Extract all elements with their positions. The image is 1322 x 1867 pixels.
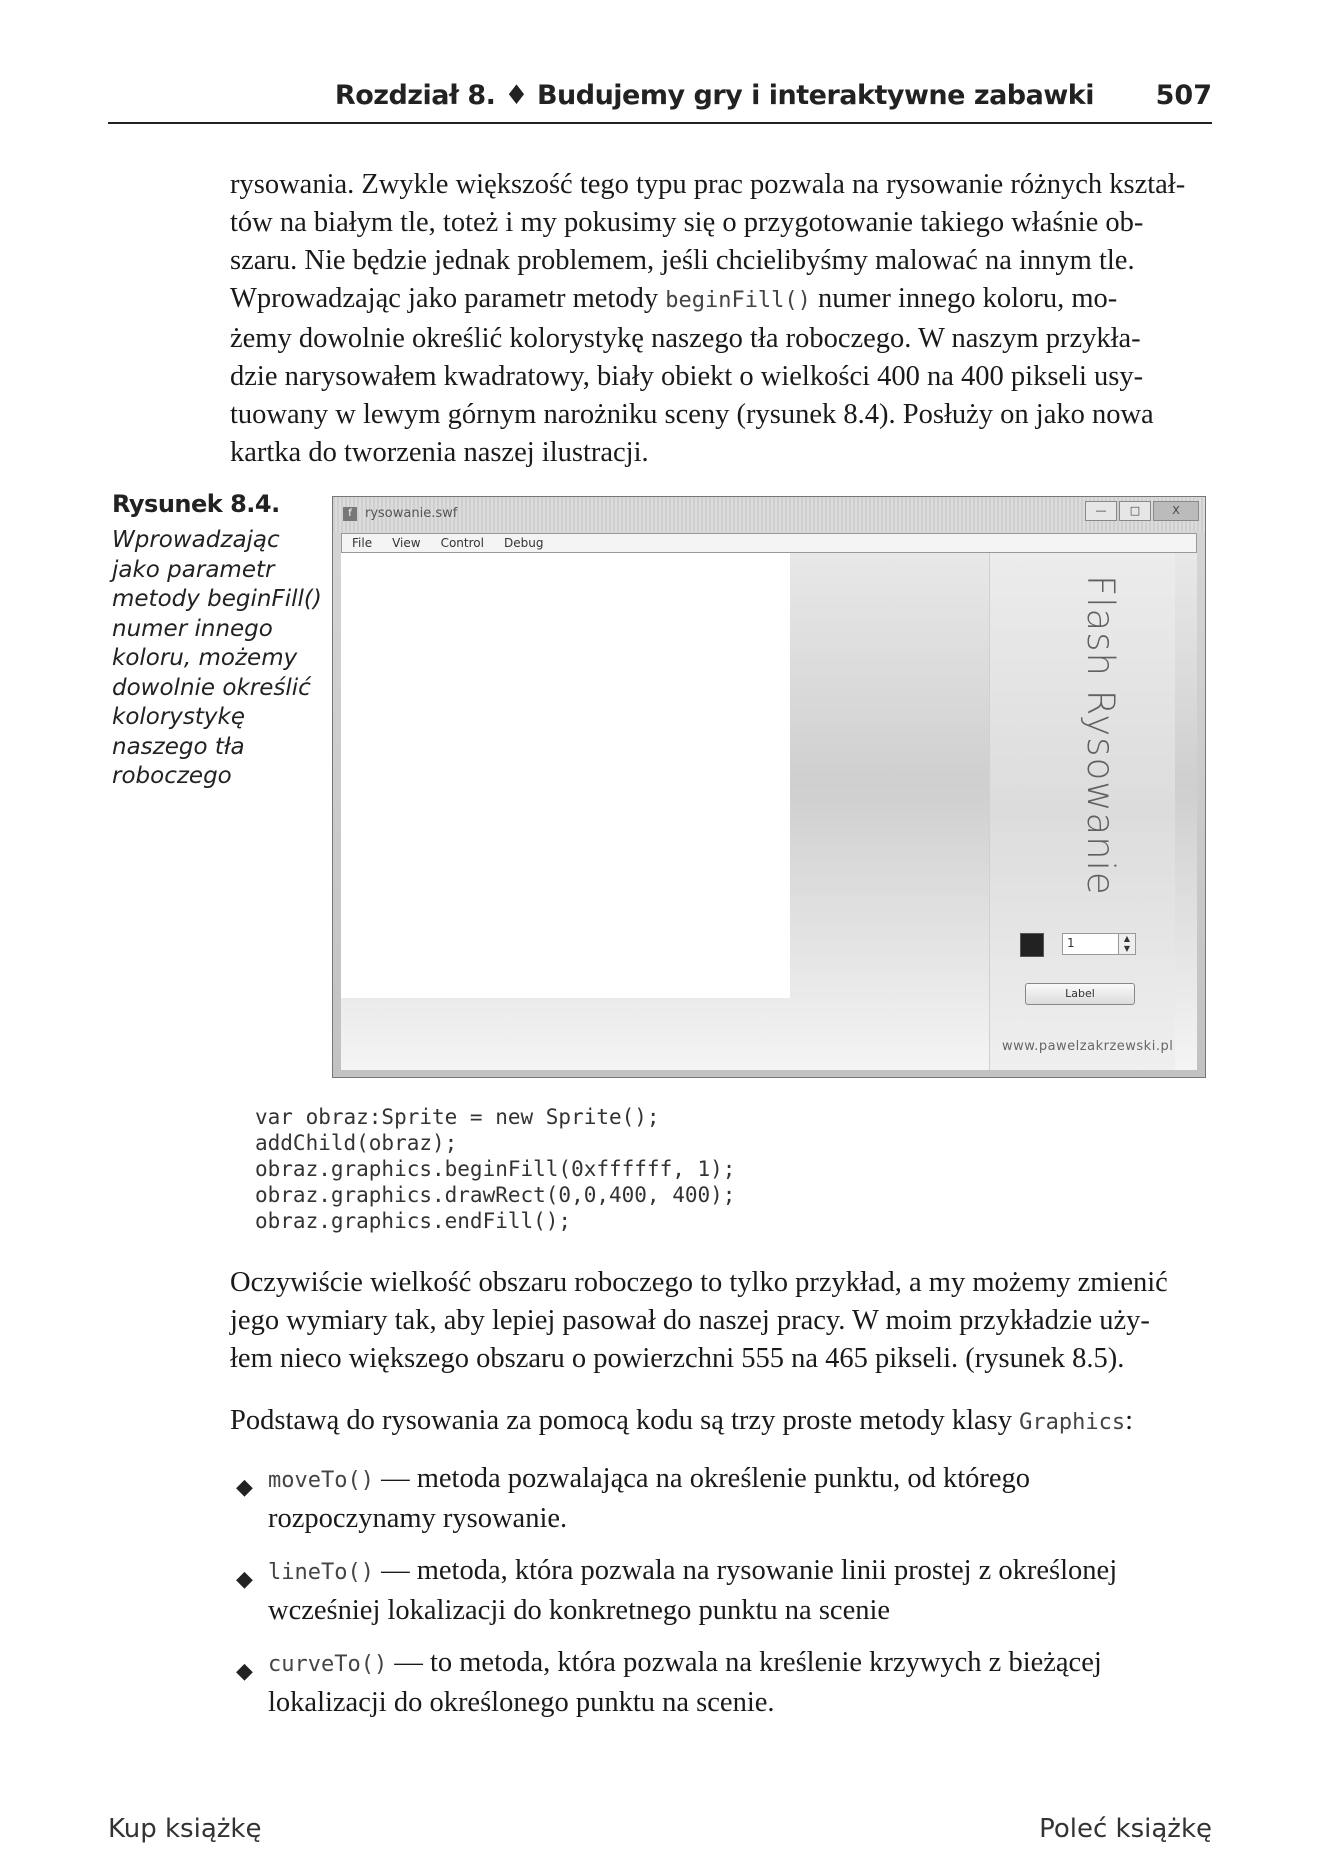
diamond-bullet-icon: ◆ [236, 1658, 253, 1683]
diamond-bullet-icon: ◆ [236, 1566, 253, 1591]
caption-line: jako parametr [112, 556, 275, 583]
intro-line: szaru. Nie będzie jednak problemem, jeśli chcielibyśmy malować na innym tle. [230, 245, 1135, 276]
menu-bar [341, 533, 1197, 553]
code-line: obraz.graphics.endFill(); [255, 1209, 572, 1233]
code-line: addChild(obraz); [255, 1131, 458, 1155]
window-controls [1085, 501, 1199, 521]
menu-file[interactable]: File [352, 536, 373, 550]
paragraph-line: Oczywiście wielkość obszaru roboczego to tylko przykład, a my możemy zmienić [230, 1267, 1168, 1298]
inline-code: lineTo() [268, 1560, 374, 1585]
page-number: 507 [1155, 80, 1212, 111]
caption-line: koloru, możemy [112, 645, 298, 671]
inline-code: curveTo() [268, 1652, 388, 1677]
app-title-vertical: Flash Rysowanie [1079, 575, 1122, 896]
inline-code: beginFill() [665, 288, 811, 313]
label-button[interactable]: Label [1025, 983, 1135, 1005]
flash-stage [341, 553, 1197, 1070]
menu-control[interactable]: Control [440, 536, 484, 550]
figure-caption [112, 526, 322, 792]
menu-view[interactable]: View [392, 536, 421, 550]
caption-line: dowolnie określić [112, 674, 311, 701]
intro-paragraph [230, 166, 1212, 472]
stepper-value: 1 [1067, 936, 1075, 950]
window-titlebar[interactable] [333, 497, 1205, 532]
intro-line: dzie narysowałem kwadratowy, biały obiekt o wielkości 400 na 400 pikseli usy- [230, 361, 1144, 392]
paragraph-line: jego wymiary tak, aby lepiej pasował do naszej pracy. W moim przykładzie uży- [230, 1305, 1150, 1336]
running-header [108, 78, 1212, 124]
bullet-item: ◆ lineTo() — metoda, która pozwala na rysowanie linii prostej z określonej wcześniej lokalizacji do konkretnego punktu na scenie [236, 1555, 1118, 1626]
intro-line: tów na białym tle, toteż i my pokusimy się o przygotowanie takiego właśnie ob- [230, 207, 1144, 238]
diamond-bullet-icon: ◆ [236, 1474, 253, 1499]
side-panel [989, 553, 1175, 1070]
code-line: var obraz:Sprite = new Sprite(); [255, 1105, 660, 1129]
bullet-item: ◆ curveTo() — to metoda, która pozwala na kreślenie krzywych z bieżącej lokalizacji do określonego punktu na scenie. [236, 1647, 1102, 1718]
minimize-button[interactable]: — [1085, 501, 1117, 521]
intro-line: tuowany w lewym górnym narożniku sceny (rysunek 8.4). Posłuży on jako nowa [230, 399, 1154, 430]
caption-line: naszego tła [112, 733, 245, 760]
color-swatch[interactable] [1020, 933, 1044, 957]
menu-debug[interactable]: Debug [503, 536, 544, 550]
flash-player-window [332, 496, 1206, 1078]
drawing-canvas[interactable] [341, 553, 790, 998]
code-listing [255, 1104, 735, 1234]
caption-line: roboczego [112, 763, 232, 789]
line-width-stepper[interactable] [1062, 933, 1136, 955]
paragraph-2 [230, 1264, 1212, 1378]
stepper-arrows-icon[interactable]: ▲ ▼ [1118, 934, 1135, 954]
inline-code: moveTo() [268, 1468, 374, 1493]
paragraph-line: łem nieco większego obszaru o powierzchni 555 na 465 pikseli. (rysunek 8.5). [230, 1343, 1125, 1374]
figure-label: Rysunek 8.4. [112, 490, 280, 518]
code-line: obraz.graphics.beginFill(0xffffff, 1); [255, 1157, 736, 1181]
intro-line: rysowania. Zwykle większość tego typu prac pozwala na rysowanie różnych kształ- [230, 169, 1186, 200]
caption-line: numer innego [112, 615, 273, 642]
close-button[interactable]: X [1153, 501, 1199, 521]
inline-code: Graphics [1019, 1410, 1126, 1435]
paragraph-3: Podstawą do rysowania za pomocą kodu są trzy proste metody klasy Graphics: [230, 1405, 1133, 1436]
site-url: www.pawelzakrzewski.pl [1002, 1039, 1174, 1054]
intro-line: kartka do tworzenia naszej ilustracji. [230, 437, 649, 468]
code-line: obraz.graphics.drawRect(0,0,400, 400); [255, 1183, 736, 1207]
recommend-book-link[interactable]: Poleć książkę [1039, 1814, 1212, 1844]
intro-line-with-code: Wprowadzając jako parametr metody beginFill() numer innego koloru, mo- [230, 283, 1118, 314]
bullet-item: ◆ moveTo() — metoda pozwalająca na określenie punktu, od którego rozpoczynamy rysowanie. [236, 1463, 1031, 1534]
caption-line: kolorystykę [112, 704, 246, 730]
window-title: rysowanie.swf [365, 506, 458, 521]
caption-line: Wprowadzając [112, 527, 280, 553]
maximize-button[interactable]: □ [1119, 501, 1151, 521]
caption-line: metody beginFill() [112, 586, 322, 612]
intro-line: żemy dowolnie określić kolorystykę naszego tła roboczego. W naszym przykła- [230, 323, 1141, 354]
flash-player-icon: f [343, 507, 357, 521]
chapter-title: Rozdział 8. ♦ Budujemy gry i interaktywne zabawki [334, 80, 1094, 111]
buy-book-link[interactable]: Kup książkę [108, 1814, 262, 1844]
